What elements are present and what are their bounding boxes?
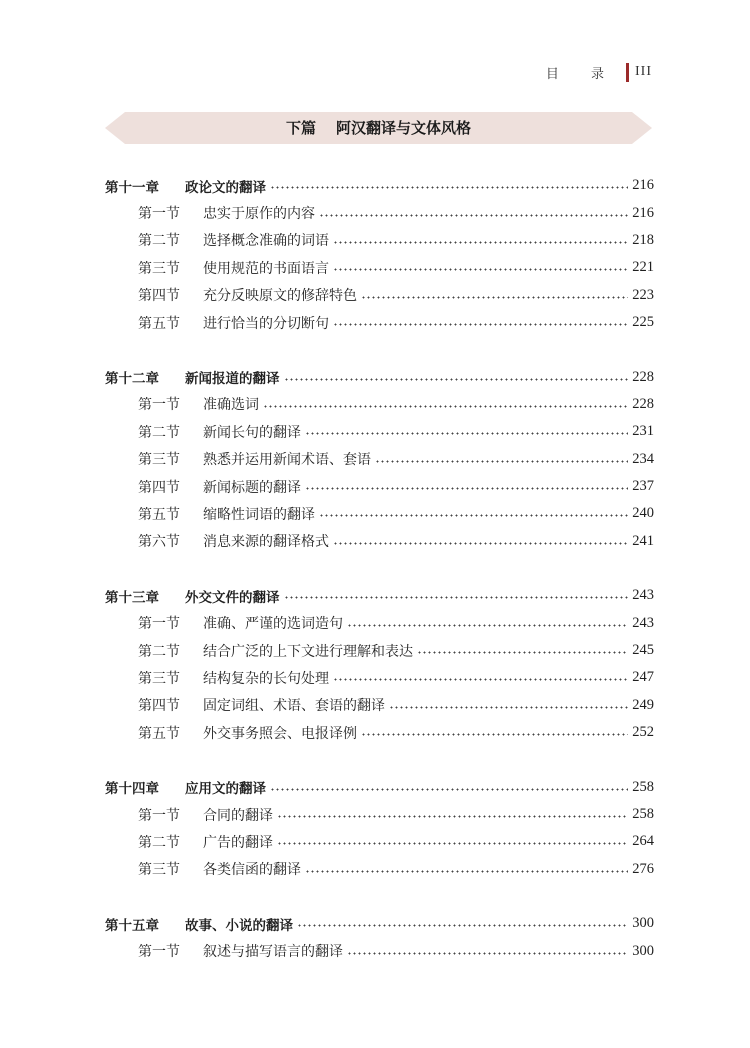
dot-leader (284, 378, 629, 381)
chapter-number: 第十五章 (105, 917, 159, 934)
section-title: 使用规范的书面语言 (203, 260, 329, 277)
chapter-number: 第十二章 (105, 371, 159, 388)
dot-leader (277, 815, 628, 818)
chapter-entry[interactable] (105, 910, 654, 937)
chapter-block (105, 172, 654, 336)
section-page-number: 234 (632, 450, 654, 467)
section-number: 第五节 (138, 506, 180, 523)
section-number: 第四节 (138, 288, 180, 305)
section-title: 叙述与描写语言的翻译 (203, 944, 343, 961)
chapter-title: 政论文的翻译 (185, 179, 266, 196)
chapter-block (105, 582, 654, 746)
section-number: 第四节 (138, 479, 180, 496)
section-page-number: 218 (632, 231, 654, 248)
section-page-number: 243 (632, 614, 654, 631)
chapter-spacer (105, 746, 654, 773)
section-title: 准确、严谨的选词造句 (203, 616, 343, 633)
dot-leader (361, 296, 628, 299)
section-number: 第二节 (138, 643, 180, 660)
dot-leader (263, 405, 628, 408)
section-entry[interactable] (105, 282, 654, 309)
running-header (546, 60, 652, 84)
section-page-number: 241 (632, 532, 654, 549)
dot-leader (361, 733, 628, 736)
section-title: 外交事务照会、电报译例 (203, 725, 357, 742)
section-number: 第四节 (138, 698, 180, 715)
section-number: 第二节 (138, 424, 180, 441)
section-entry[interactable] (105, 664, 654, 691)
section-number: 第三节 (138, 260, 180, 277)
dot-leader (389, 706, 628, 709)
dot-leader (270, 186, 628, 189)
chapter-title: 故事、小说的翻译 (185, 917, 293, 934)
dot-leader (270, 788, 628, 791)
section-page-number: 264 (632, 833, 654, 850)
section-page-number: 300 (632, 942, 654, 959)
header-page-number: III (635, 64, 652, 79)
section-number: 第二节 (138, 834, 180, 851)
chapter-entry[interactable] (105, 172, 654, 199)
chapter-title: 新闻报道的翻译 (185, 371, 280, 388)
chapter-number: 第十一章 (105, 179, 159, 196)
dot-leader (347, 952, 628, 955)
section-title: 准确选词 (203, 397, 259, 414)
chapter-block (105, 910, 654, 965)
dot-leader (319, 514, 628, 517)
section-page-number: 237 (632, 478, 654, 495)
part-label: 下篇 (285, 119, 316, 137)
dot-leader (305, 432, 628, 435)
dot-leader (417, 651, 628, 654)
section-entry[interactable] (105, 227, 654, 254)
chapter-page-number: 228 (632, 368, 654, 385)
part-title: 阿汉翻译与文体风格 (336, 119, 472, 137)
section-page-number: 221 (632, 259, 654, 276)
section-title: 熟悉并运用新闻术语、套语 (203, 452, 371, 469)
dot-leader (333, 323, 628, 326)
section-number: 第三节 (138, 670, 180, 687)
section-title: 固定词组、术语、套语的翻译 (203, 698, 385, 715)
section-number: 第六节 (138, 534, 180, 551)
dot-leader (347, 624, 628, 627)
section-entry[interactable] (105, 199, 654, 226)
dot-leader (284, 596, 629, 599)
chapter-title: 应用文的翻译 (185, 781, 266, 798)
section-entry[interactable] (105, 473, 654, 500)
section-page-number: 231 (632, 423, 654, 440)
chapter-page-number: 258 (632, 778, 654, 795)
section-title: 各类信函的翻译 (203, 862, 301, 879)
section-number: 第一节 (138, 206, 180, 223)
dot-leader (297, 924, 628, 927)
chapter-page-number: 216 (632, 177, 654, 194)
section-page-number: 247 (632, 669, 654, 686)
section-title: 进行恰当的分切断句 (203, 315, 329, 332)
section-number: 第二节 (138, 233, 180, 250)
header-title: 目 录 (545, 66, 618, 82)
section-page-number: 223 (632, 286, 654, 303)
chapter-number: 第十四章 (105, 781, 159, 798)
header-divider-bar (626, 63, 629, 82)
chapter-block (105, 773, 654, 883)
section-number: 第五节 (138, 725, 180, 742)
section-number: 第一节 (138, 397, 180, 414)
section-title: 结合广泛的上下文进行理解和表达 (203, 643, 413, 660)
section-number: 第一节 (138, 807, 180, 824)
section-number: 第一节 (138, 944, 180, 961)
section-title: 新闻长句的翻译 (203, 424, 301, 441)
section-page-number: 225 (632, 314, 654, 331)
section-entry[interactable] (105, 418, 654, 445)
section-title: 忠实于原作的内容 (203, 206, 315, 223)
section-entry[interactable] (105, 309, 654, 336)
dot-leader (333, 241, 628, 244)
section-page-number: 258 (632, 806, 654, 822)
section-entry[interactable] (105, 856, 654, 883)
section-title: 充分反映原文的修辞特色 (203, 288, 357, 305)
section-number: 第三节 (138, 862, 180, 879)
section-title: 合同的翻译 (203, 807, 273, 824)
section-entry[interactable] (105, 719, 654, 746)
section-entry[interactable] (105, 391, 654, 418)
section-page-number: 252 (632, 724, 654, 741)
section-page-number: 249 (632, 696, 654, 713)
section-entry[interactable] (105, 637, 654, 664)
dot-leader (375, 460, 628, 463)
chapter-entry[interactable] (105, 773, 654, 800)
chapter-number: 第十三章 (105, 589, 159, 606)
section-title: 新闻标题的翻译 (203, 479, 301, 496)
section-entry[interactable] (105, 528, 654, 555)
section-title: 选择概念准确的词语 (203, 233, 329, 250)
section-entry[interactable] (105, 254, 654, 281)
section-entry[interactable] (105, 692, 654, 719)
section-page-number: 245 (632, 642, 654, 659)
section-entry[interactable] (105, 937, 654, 964)
section-page-number: 216 (632, 204, 654, 221)
section-title: 结构复杂的长句处理 (203, 670, 329, 687)
section-entry[interactable] (105, 446, 654, 473)
chapter-page-number: 243 (632, 587, 654, 604)
chapter-spacer (105, 336, 654, 363)
section-number: 第五节 (138, 315, 180, 332)
dot-leader (305, 870, 628, 873)
chapter-entry[interactable] (105, 582, 654, 609)
section-page-number: 228 (632, 395, 654, 412)
chapter-block (105, 363, 654, 555)
section-page-number: 240 (632, 505, 654, 522)
banner-text (105, 112, 652, 144)
chapter-spacer (105, 555, 654, 582)
table-of-contents (105, 172, 654, 965)
section-title: 广告的翻译 (203, 834, 273, 851)
section-entry[interactable] (105, 609, 654, 636)
dot-leader (333, 678, 628, 681)
section-title: 消息来源的翻译格式 (203, 534, 329, 551)
chapter-entry[interactable] (105, 363, 654, 390)
section-number: 第一节 (138, 616, 180, 633)
chapter-spacer (105, 883, 654, 910)
dot-leader (333, 268, 628, 271)
section-entry[interactable] (105, 801, 654, 828)
section-title: 缩略性词语的翻译 (203, 506, 315, 523)
section-number: 第三节 (138, 452, 180, 469)
dot-leader (277, 842, 628, 845)
section-page-number: 276 (632, 860, 654, 877)
section-entry[interactable] (105, 500, 654, 527)
chapter-title: 外交文件的翻译 (185, 589, 280, 606)
dot-leader (319, 214, 628, 217)
section-entry[interactable] (105, 828, 654, 855)
chapter-page-number: 300 (632, 915, 654, 932)
dot-leader (305, 487, 628, 490)
dot-leader (333, 542, 628, 545)
part-banner (105, 112, 652, 144)
